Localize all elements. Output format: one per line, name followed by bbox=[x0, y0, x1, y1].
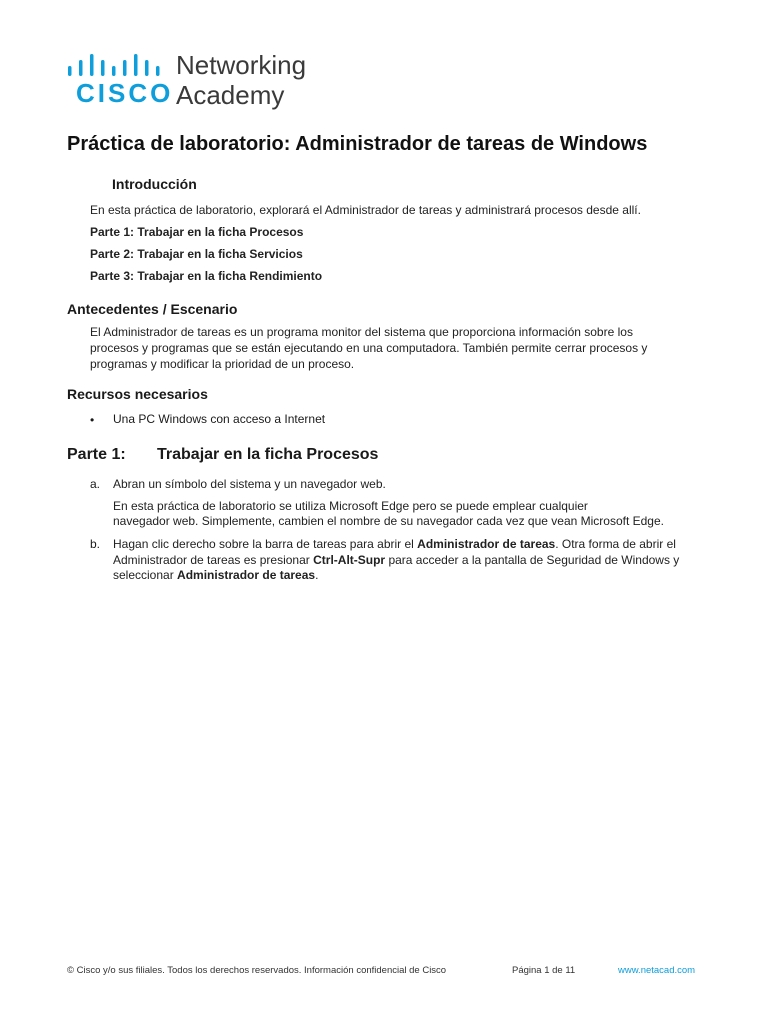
footer-site-link[interactable]: www.netacad.com bbox=[618, 965, 696, 976]
step-b-text-1: Hagan clic derecho sobre la barra de tareas para abrir el bbox=[113, 537, 418, 551]
intro-part-3: Parte 3: Trabajar en la ficha Rendimiento bbox=[90, 269, 323, 283]
brand-networking: Networking bbox=[176, 50, 307, 80]
background-line-2: procesos y programas que se están ejecutando en una computadora. También permite cerrar procesos y bbox=[90, 341, 648, 355]
cisco-wordmark: CISCO bbox=[76, 78, 174, 108]
intro-part-2: Parte 2: Trabajar en la ficha Servicios bbox=[90, 247, 303, 261]
step-b-text bbox=[113, 537, 693, 584]
part1-label: Parte 1: bbox=[67, 446, 126, 463]
cisco-bars-icon bbox=[66, 52, 166, 80]
step-b-marker: b. bbox=[90, 537, 101, 551]
brand-academy: Academy bbox=[176, 80, 285, 110]
document-title: Práctica de laboratorio: Administrador de tareas de Windows bbox=[67, 133, 648, 155]
step-a-line-2: En esta práctica de laboratorio se utiliza Microsoft Edge pero se puede emplear cualquier bbox=[113, 499, 588, 513]
step-b-bold-1: Administrador de tareas bbox=[417, 537, 556, 551]
part1-title: Trabajar en la ficha Procesos bbox=[157, 446, 379, 463]
step-b-text-4: . bbox=[315, 568, 319, 582]
bullet-icon: • bbox=[90, 413, 95, 427]
step-a-marker: a. bbox=[90, 477, 101, 491]
footer-page-number: Página 1 de 11 bbox=[512, 965, 576, 976]
step-a-line-3: navegador web. Simplemente, cambien el nombre de su navegador cada vez que vean Microsoft Edge. bbox=[113, 514, 664, 528]
intro-part-1: Parte 1: Trabajar en la ficha Procesos bbox=[90, 225, 304, 239]
step-b-text-2: . Otra forma de abrir el Administrador de tareas es presionar bbox=[113, 537, 676, 567]
step-b-bold-3: Administrador de tareas bbox=[177, 568, 316, 582]
step-a-line-1: Abran un símbolo del sistema y un navegador web. bbox=[113, 477, 386, 491]
cisco-networking-academy-logo bbox=[66, 50, 326, 112]
background-line-1: El Administrador de tareas es un programa monitor del sistema que proporciona información sobre los bbox=[90, 325, 633, 339]
intro-text: En esta práctica de laboratorio, explorará el Administrador de tareas y administrará procesos desde allí. bbox=[90, 203, 641, 217]
step-b-bold-2: Ctrl-Alt-Supr bbox=[313, 552, 386, 567]
resource-item: Una PC Windows con acceso a Internet bbox=[113, 412, 326, 426]
background-heading: Antecedentes / Escenario bbox=[67, 301, 238, 317]
intro-heading: Introducción bbox=[112, 176, 197, 192]
step-b-text-3: para acceder a la pantalla de Seguridad de Windows y seleccionar bbox=[113, 552, 680, 582]
footer-copyright: © Cisco y/o sus filiales. Todos los derechos reservados. Información confidencial de Cisco bbox=[67, 965, 447, 976]
background-line-3: programas y modificar la prioridad de un proceso. bbox=[90, 357, 355, 371]
resources-heading: Recursos necesarios bbox=[67, 386, 208, 402]
